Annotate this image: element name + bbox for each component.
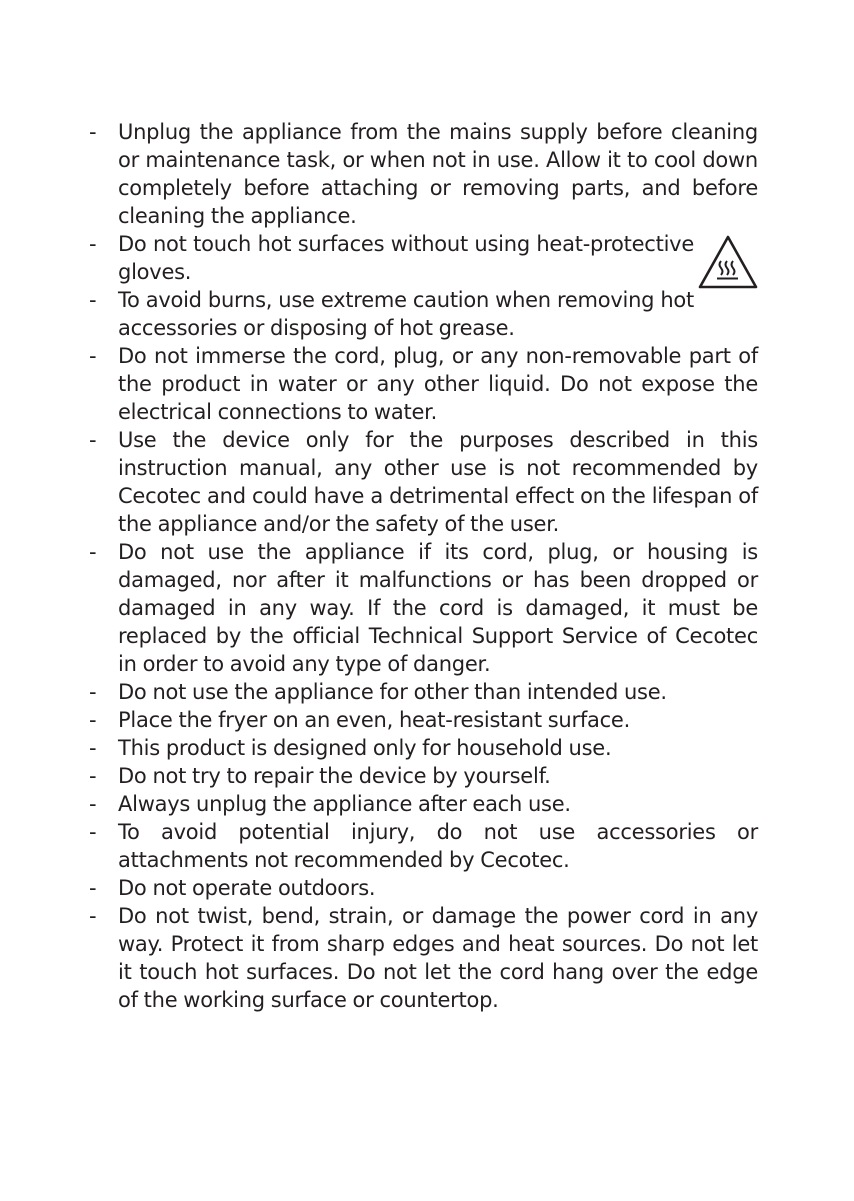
bullet-dash: - — [89, 540, 97, 564]
bullet-dash: - — [89, 764, 97, 788]
list-item — [86, 118, 758, 230]
bullet-dash: - — [89, 232, 97, 256]
list-item — [86, 426, 758, 538]
bullet-dash: - — [89, 820, 97, 844]
warning-text: Do not touch hot surfaces without using heat-protective gloves. — [118, 232, 694, 284]
list-item — [86, 706, 758, 734]
warning-text: Use the device only for the purposes described in this instruction manual, any other use is not recommended by Cecotec and could have a detrimental effect on the lifespan of the appliance and/or the safety of the user. — [118, 428, 758, 536]
bullet-dash: - — [89, 736, 97, 760]
bullet-dash: - — [89, 876, 97, 900]
list-item — [86, 818, 758, 874]
safety-warnings-list — [86, 118, 758, 1014]
bullet-dash: - — [89, 344, 97, 368]
list-item — [86, 790, 758, 818]
bullet-dash: - — [89, 288, 97, 312]
list-item — [86, 678, 758, 706]
list-item — [86, 902, 758, 1014]
warning-text: This product is designed only for household use. — [118, 736, 612, 760]
warning-text: Do not twist, bend, strain, or damage the power cord in any way. Protect it from sharp edges and heat sources. Do not let it touch hot surfaces. Do not let the cord hang over the edge of the working surface or countertop. — [118, 904, 758, 1012]
hot-surface-warning-icon — [697, 234, 759, 290]
bullet-dash: - — [89, 792, 97, 816]
list-item — [86, 286, 758, 342]
list-item — [86, 230, 758, 286]
list-item — [86, 734, 758, 762]
list-item — [86, 538, 758, 678]
warning-text: To avoid burns, use extreme caution when removing hot accessories or disposing of hot grease. — [118, 288, 694, 340]
warning-text: Unplug the appliance from the mains supply before cleaning or maintenance task, or when not in use. Allow it to cool down completely before attaching or removing parts, and before cleaning the appliance. — [118, 120, 758, 228]
bullet-dash: - — [89, 680, 97, 704]
list-item — [86, 874, 758, 902]
warning-text: To avoid potential injury, do not use accessories or attachments not recommended by Cecotec. — [118, 820, 758, 872]
warning-text: Always unplug the appliance after each use. — [118, 792, 571, 816]
warning-text: Do not use the appliance if its cord, plug, or housing is damaged, nor after it malfunctions or has been dropped or damaged in any way. If the cord is damaged, it must be replaced by the official Technical Support Service of Cecotec in order to avoid any type of danger. — [118, 540, 758, 676]
bullet-dash: - — [89, 120, 97, 144]
warning-text: Place the fryer on an even, heat-resistant surface. — [118, 708, 631, 732]
list-item — [86, 762, 758, 790]
list-item — [86, 342, 758, 426]
warning-text: Do not immerse the cord, plug, or any non-removable part of the product in water or any other liquid. Do not expose the electrical connections to water. — [118, 344, 758, 424]
warning-text: Do not use the appliance for other than intended use. — [118, 680, 667, 704]
bullet-dash: - — [89, 708, 97, 732]
bullet-dash: - — [89, 904, 97, 928]
bullet-dash: - — [89, 428, 97, 452]
warning-text: Do not try to repair the device by yourself. — [118, 764, 551, 788]
warning-text: Do not operate outdoors. — [118, 876, 376, 900]
